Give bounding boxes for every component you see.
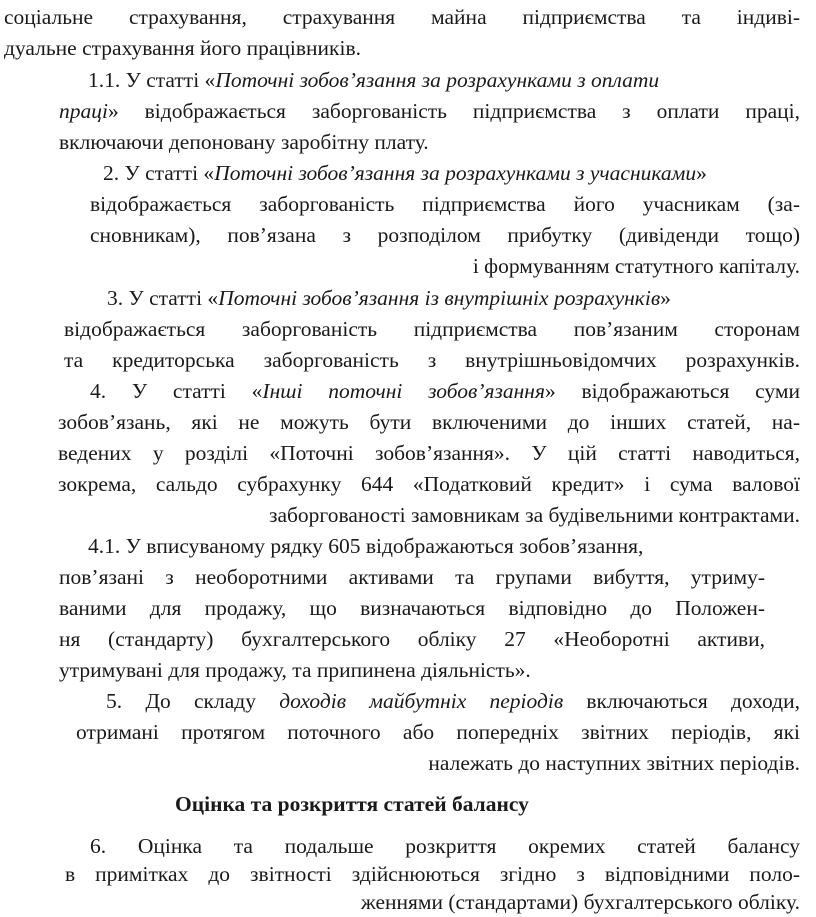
text-line xyxy=(59,594,765,623)
text-segment: 2. У статті « xyxy=(103,161,215,185)
text-line xyxy=(107,284,671,313)
text-segment: пов’язані з необоротними активами та групами вибуття, утриму- xyxy=(59,565,765,589)
text-segment: » xyxy=(660,286,671,310)
text-segment: 6. Оцінка та подальше розкриття окремих статей балансу xyxy=(90,834,800,858)
text-line xyxy=(90,832,800,861)
italic-term: праці xyxy=(59,99,108,123)
italic-term: доходів майбутніх періодів xyxy=(279,689,564,713)
text-line xyxy=(88,532,643,561)
text-line xyxy=(90,221,800,250)
text-line xyxy=(58,470,800,499)
text-segment: ня (стандарту) бухгалтерського обліку 27 «Необоротні активи, xyxy=(59,627,765,651)
text-line xyxy=(58,408,800,437)
text-segment: належать до наступних звітних періодів. xyxy=(428,751,800,775)
text-segment: 5. До складу xyxy=(106,689,280,713)
text-segment: відображається заборгованість підприємства пов’язаним сторонам xyxy=(64,317,800,341)
text-line xyxy=(4,3,800,32)
text-line xyxy=(59,563,765,592)
text-line xyxy=(58,439,800,468)
text-line xyxy=(64,346,800,375)
text-line xyxy=(65,860,800,889)
text-segment: 3. У статті « xyxy=(107,286,219,310)
section-heading: Оцінка та розкриття статей балансу xyxy=(175,792,529,816)
text-segment: в примітках до звітності здійснюються згідно з відповідними поло- xyxy=(65,862,800,886)
text-segment: зобов’язань, які не можуть бути включеними до інших статей, на- xyxy=(58,410,800,434)
text-segment: 4. У статті « xyxy=(90,379,263,403)
text-segment: зокрема, сальдо субрахунку 644 «Податковий кредит» і сума валової xyxy=(58,472,800,496)
italic-term: Поточні зобов’язання із внутрішніх розрахунків xyxy=(218,286,661,310)
text-line xyxy=(4,34,361,63)
text-line xyxy=(90,190,800,219)
text-line xyxy=(106,687,800,716)
text-segment: » xyxy=(696,161,707,185)
text-segment: соціальне страхування, страхування майна підприємства та індиві- xyxy=(4,5,800,29)
text-line xyxy=(76,718,800,747)
italic-term: Інші поточні зобов’язання xyxy=(262,379,545,403)
text-segment: отримані протягом поточного або попередніх звітних періодів, які xyxy=(76,720,800,744)
text-segment: і формуванням статутного капіталу. xyxy=(472,254,800,278)
text-line xyxy=(59,656,531,685)
text-segment: 4.1. У вписуваному рядку 605 відображаються зобов’язання, xyxy=(88,534,644,558)
text-segment: включаються доходи, xyxy=(563,689,800,713)
text-line xyxy=(59,625,765,654)
text-segment: ваними для продажу, що визначаються відповідно до Положен- xyxy=(59,596,765,620)
text-line xyxy=(65,888,800,917)
text-segment: сновникам), пов’язана з розподілом прибутку (дивіденди тощо) xyxy=(90,223,800,247)
text-segment: » відображається заборгованість підприємства з оплати праці, xyxy=(107,99,800,123)
text-line xyxy=(64,315,800,344)
text-line xyxy=(58,501,800,530)
text-segment: та кредиторська заборгованість з внутрішньовідомчих розрахунків. xyxy=(64,348,800,372)
text-segment: 1.1. У статті « xyxy=(88,68,216,92)
text-line xyxy=(90,252,800,281)
text-segment: дуальне страхування його працівників. xyxy=(4,36,362,60)
text-segment: заборгованості замовникам за будівельними контрактами. xyxy=(268,503,800,527)
text-segment: » відображаються суми xyxy=(544,379,800,403)
italic-term: Поточні зобов’язання за розрахунками з оплати xyxy=(215,68,660,92)
text-segment: женнями (стандартами) бухгалтерського обліку. xyxy=(360,890,800,914)
text-segment: ведених у розділі «Поточні зобов’язання». У цій статті наводиться, xyxy=(58,441,800,465)
text-segment: утримувані для продажу, та припинена діяльність». xyxy=(59,658,531,682)
italic-term: Поточні зобов’язання за розрахунками з учасниками xyxy=(214,161,697,185)
text-line xyxy=(90,377,800,406)
text-line xyxy=(88,66,659,95)
text-line xyxy=(76,749,800,778)
text-line xyxy=(103,159,707,188)
text-segment: відображається заборгованість підприємства його учасникам (за- xyxy=(90,192,800,216)
text-line xyxy=(59,128,429,157)
text-segment: включаючи депоновану заробітну плату. xyxy=(59,130,429,154)
text-line xyxy=(59,97,800,126)
